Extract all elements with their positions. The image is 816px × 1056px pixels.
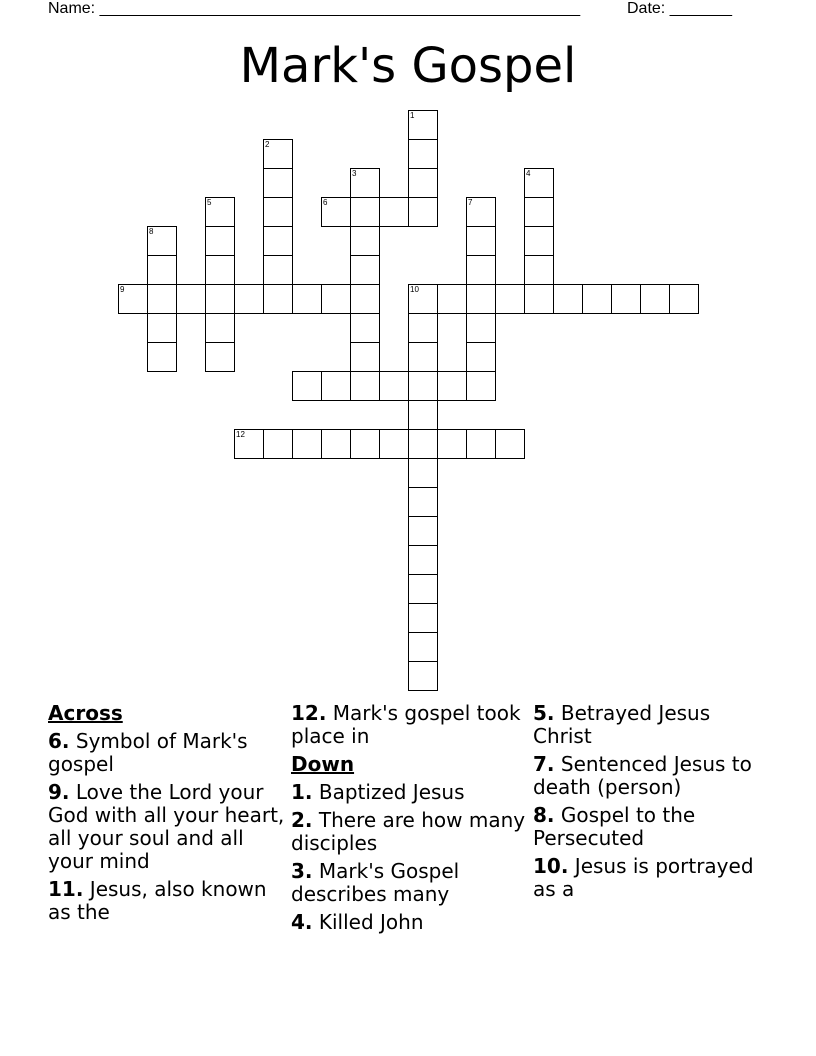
grid-cell[interactable] xyxy=(263,168,293,198)
grid-cell[interactable] xyxy=(379,429,409,459)
grid-cell[interactable] xyxy=(437,284,467,314)
grid-cell[interactable] xyxy=(466,371,496,401)
grid-cell[interactable] xyxy=(350,429,380,459)
grid-cell[interactable] xyxy=(408,487,438,517)
grid-cell[interactable] xyxy=(408,661,438,691)
grid-cell[interactable] xyxy=(263,284,293,314)
grid-cell[interactable] xyxy=(176,284,206,314)
grid-cell[interactable] xyxy=(408,284,438,314)
grid-cell[interactable] xyxy=(437,371,467,401)
grid-cell[interactable] xyxy=(408,545,438,575)
grid-cell[interactable] xyxy=(466,342,496,372)
grid-cell[interactable] xyxy=(408,197,438,227)
grid-cell[interactable] xyxy=(147,313,177,343)
grid-cell[interactable] xyxy=(205,255,235,285)
grid-cell[interactable] xyxy=(408,342,438,372)
grid-cell[interactable] xyxy=(263,139,293,169)
grid-cell[interactable] xyxy=(408,168,438,198)
across-heading: Across xyxy=(48,701,123,725)
grid-cell[interactable] xyxy=(524,255,554,285)
grid-cell[interactable] xyxy=(611,284,641,314)
grid-cell[interactable] xyxy=(321,284,351,314)
grid-cell[interactable] xyxy=(147,255,177,285)
clue-across-11: 11. Jesus, also known as the xyxy=(48,877,267,924)
clue-down-7: 7. Sentenced Jesus to death (person) xyxy=(533,752,752,799)
grid-cell[interactable] xyxy=(205,284,235,314)
grid-cell[interactable] xyxy=(147,342,177,372)
grid-cell[interactable] xyxy=(379,197,409,227)
grid-cell[interactable] xyxy=(205,313,235,343)
grid-cell[interactable] xyxy=(408,371,438,401)
grid-cell[interactable] xyxy=(408,574,438,604)
grid-cell[interactable] xyxy=(408,139,438,169)
grid-cell[interactable] xyxy=(147,226,177,256)
grid-cell[interactable] xyxy=(205,226,235,256)
grid-cell[interactable] xyxy=(350,313,380,343)
grid-cell[interactable] xyxy=(640,284,670,314)
grid-cell[interactable] xyxy=(321,371,351,401)
grid-cell[interactable] xyxy=(466,284,496,314)
grid-cell[interactable] xyxy=(408,603,438,633)
clue-down-8: 8. Gospel to the Persecuted xyxy=(533,803,696,850)
grid-cell[interactable] xyxy=(205,197,235,227)
grid-cell[interactable] xyxy=(495,429,525,459)
clue-number: 4 xyxy=(526,169,531,178)
clue-down-3: 3. Mark's Gospel describes many xyxy=(291,859,460,906)
clue-column-1 xyxy=(48,702,288,929)
clue-down-1: 1. Baptized Jesus xyxy=(291,780,465,804)
clue-number: 10 xyxy=(410,285,419,294)
name-field[interactable]: Name: ______________________________________________________ xyxy=(48,0,581,17)
grid-cell[interactable] xyxy=(350,197,380,227)
clue-down-4: 4. Killed John xyxy=(291,910,424,934)
grid-cell[interactable] xyxy=(466,313,496,343)
grid-cell[interactable] xyxy=(466,429,496,459)
grid-cell[interactable] xyxy=(350,371,380,401)
down-heading: Down xyxy=(291,752,355,776)
clue-down-5: 5. Betrayed Jesus Christ xyxy=(533,701,711,748)
date-field[interactable]: Date: _______ xyxy=(627,0,732,17)
grid-cell[interactable] xyxy=(495,284,525,314)
grid-cell[interactable] xyxy=(321,197,351,227)
grid-cell[interactable] xyxy=(350,342,380,372)
grid-cell[interactable] xyxy=(292,371,322,401)
grid-cell[interactable] xyxy=(350,284,380,314)
clue-number: 7 xyxy=(468,198,473,207)
grid-cell[interactable] xyxy=(234,429,264,459)
grid-cell[interactable] xyxy=(524,197,554,227)
grid-cell[interactable] xyxy=(524,284,554,314)
grid-cell[interactable] xyxy=(321,429,351,459)
grid-cell[interactable] xyxy=(408,458,438,488)
grid-cell[interactable] xyxy=(408,110,438,140)
grid-cell[interactable] xyxy=(263,429,293,459)
clue-across-9: 9. Love the Lord your God with all your heart, all your soul and all your mind xyxy=(48,780,285,873)
grid-cell[interactable] xyxy=(408,632,438,662)
grid-cell[interactable] xyxy=(118,284,148,314)
clue-number: 9 xyxy=(120,285,125,294)
clue-number: 3 xyxy=(352,169,357,178)
grid-cell[interactable] xyxy=(524,226,554,256)
grid-cell[interactable] xyxy=(292,284,322,314)
clue-column-2 xyxy=(291,702,531,939)
clue-down-10: 10. Jesus is portrayed as a xyxy=(533,854,754,901)
grid-cell[interactable] xyxy=(437,429,467,459)
grid-cell[interactable] xyxy=(408,400,438,430)
grid-cell[interactable] xyxy=(234,284,264,314)
grid-cell[interactable] xyxy=(408,313,438,343)
grid-cell[interactable] xyxy=(263,255,293,285)
clue-number: 2 xyxy=(265,140,270,149)
page-title: Mark's Gospel xyxy=(239,38,577,94)
grid-cell[interactable] xyxy=(408,516,438,546)
clue-column-3 xyxy=(533,702,773,906)
grid-cell[interactable] xyxy=(263,197,293,227)
clue-number: 5 xyxy=(207,198,212,207)
grid-cell[interactable] xyxy=(350,168,380,198)
grid-cell[interactable] xyxy=(263,226,293,256)
grid-cell[interactable] xyxy=(379,371,409,401)
grid-cell[interactable] xyxy=(350,226,380,256)
clue-number: 6 xyxy=(323,198,328,207)
grid-cell[interactable] xyxy=(205,342,235,372)
clue-down-2: 2. There are how many disciples xyxy=(291,808,526,855)
grid-cell[interactable] xyxy=(466,197,496,227)
grid-cell[interactable] xyxy=(553,284,583,314)
grid-cell[interactable] xyxy=(582,284,612,314)
grid-cell[interactable] xyxy=(669,284,699,314)
grid-cell[interactable] xyxy=(466,226,496,256)
grid-cell[interactable] xyxy=(147,284,177,314)
clue-across-12: 12. Mark's gospel took place in xyxy=(291,701,521,748)
grid-cell[interactable] xyxy=(350,255,380,285)
clue-number: 8 xyxy=(149,227,154,236)
grid-cell[interactable] xyxy=(408,429,438,459)
grid-cell[interactable] xyxy=(466,255,496,285)
grid-cell[interactable] xyxy=(292,429,322,459)
clue-number: 1 xyxy=(410,111,415,120)
clue-across-6: 6. Symbol of Mark's gospel xyxy=(48,729,248,776)
grid-cell[interactable] xyxy=(524,168,554,198)
clue-number: 12 xyxy=(236,430,245,439)
